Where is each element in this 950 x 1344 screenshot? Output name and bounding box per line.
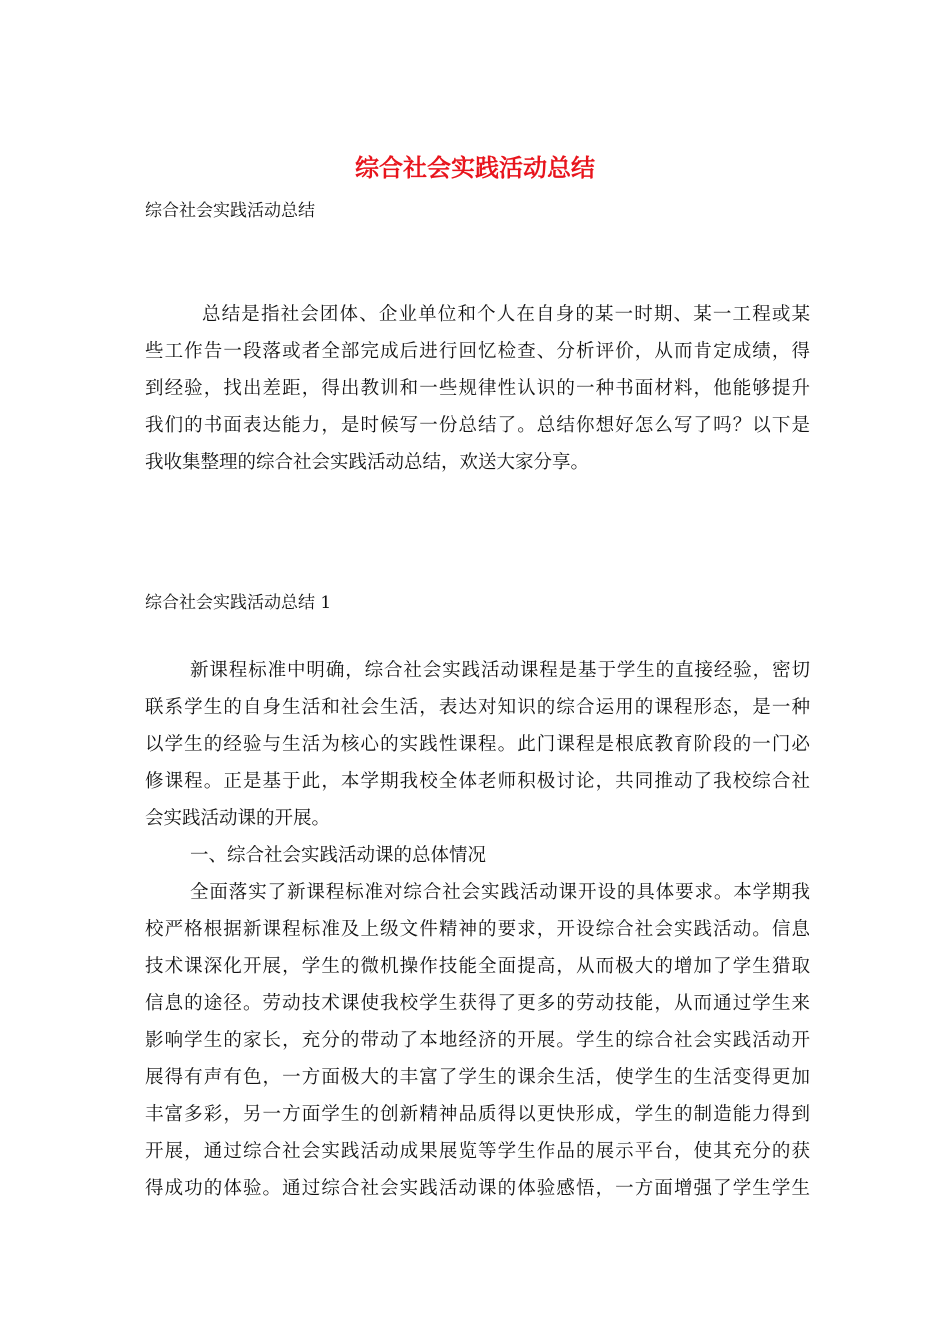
body-line: 新课程标准中明确，综合社会实践活动课程是基于学生的直接经验，密切 [190, 660, 810, 681]
body-line: 以学生的经验与生活为核心的实践性课程。此门课程是根底教育阶段的一门必 [145, 734, 810, 755]
subsection-heading: 一、综合社会实践活动课的总体情况 [190, 845, 487, 866]
intro-line: 我们的书面表达能力，是时候写一份总结了。总结你想好怎么写了吗？以下是 [145, 415, 810, 436]
intro-line: 总结是指社会团体、企业单位和个人在自身的某一时期、某一工程或某 [202, 304, 810, 325]
body-line: 校严格根据新课程标准及上级文件精神的要求，开设综合社会实践活动。信息 [145, 919, 810, 940]
page-title: 综合社会实践活动总结 [355, 153, 595, 182]
intro-line: 我收集整理的综合社会实践活动总结，欢送大家分享。 [145, 452, 590, 473]
body-line: 丰富多彩，另一方面学生的创新精神品质得以更快形成，学生的制造能力得到 [145, 1104, 810, 1125]
body-line: 展得有声有色，一方面极大的丰富了学生的课余生活，使学生的生活变得更加 [145, 1067, 810, 1088]
intro-paragraph [145, 296, 810, 481]
body-line: 修课程。正是基于此，本学期我校全体老师积极讨论，共同推动了我校综合社 [145, 771, 810, 792]
body-line: 影响学生的家长，充分的带动了本地经济的开展。学生的综合社会实践活动开 [145, 1030, 810, 1051]
section-title: 综合社会实践活动总结 1 [145, 593, 332, 613]
body-line: 开展，通过综合社会实践活动成果展览等学生作品的展示平台，使其充分的获 [145, 1141, 810, 1162]
body-line: 信息的途径。劳动技术课使我校学生获得了更多的劳动技能，从而通过学生来 [145, 993, 810, 1014]
body-line: 联系学生的自身生活和社会生活，表达对知识的综合运用的课程形态，是一种 [145, 697, 810, 718]
document-subtitle: 综合社会实践活动总结 [145, 201, 315, 221]
intro-line: 些工作告一段落或者全部完成后进行回忆检查、分析评价，从而肯定成绩，得 [145, 341, 810, 362]
body-line: 得成功的体验。通过综合社会实践活动课的体验感悟，一方面增强了学生学生 [145, 1178, 810, 1199]
body-line: 全面落实了新课程标准对综合社会实践活动课开设的具体要求。本学期我 [190, 882, 810, 903]
body-paragraph-2 [145, 874, 810, 1207]
body-paragraph-1 [145, 652, 810, 837]
intro-line: 到经验，找出差距，得出教训和一些规律性认识的一种书面材料，他能够提升 [145, 378, 810, 399]
body-line: 会实践活动课的开展。 [145, 808, 331, 829]
body-line: 技术课深化开展，学生的微机操作技能全面提高，从而极大的增加了学生猎取 [145, 956, 810, 977]
